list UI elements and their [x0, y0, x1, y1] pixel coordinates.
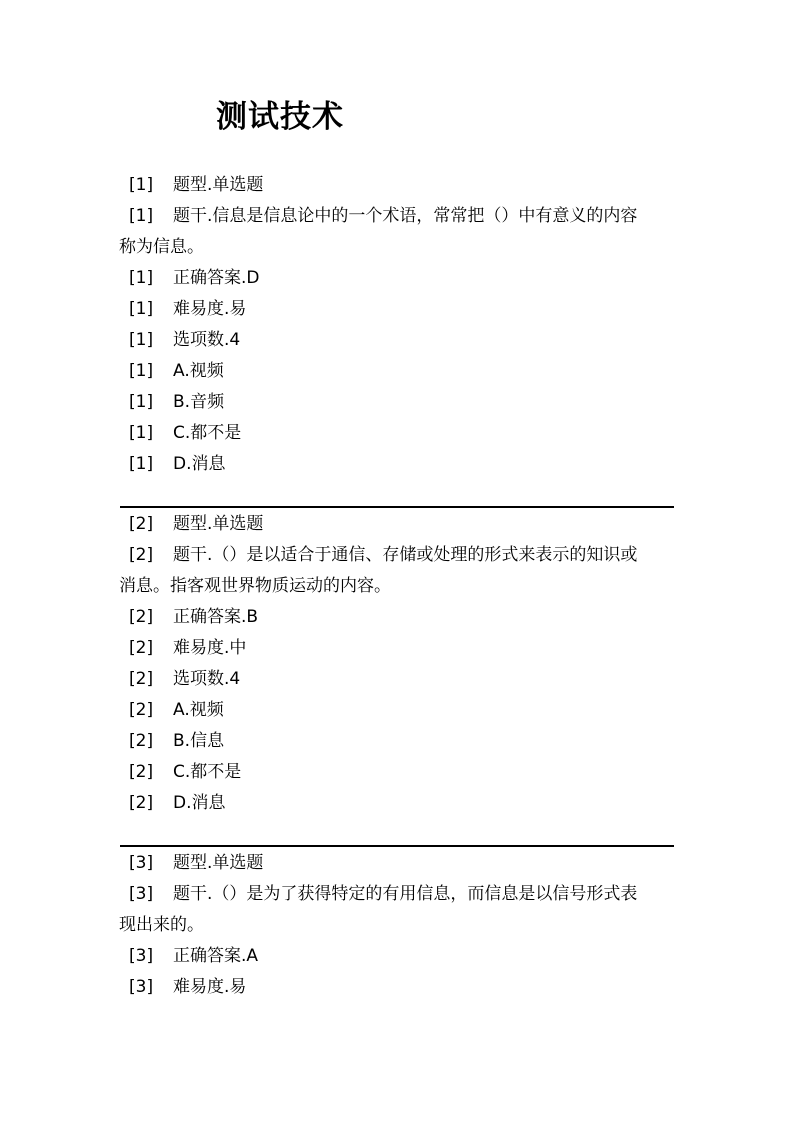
- question-stem-continuation: 消息。指客观世界物质运动的内容。: [119, 576, 391, 596]
- question-divider: [120, 506, 674, 508]
- option-c: C.都不是: [173, 423, 242, 443]
- difficulty: 难易度.中: [173, 638, 247, 658]
- question-stem: 题干.（）是为了获得特定的有用信息，而信息是以信号形式表: [173, 884, 638, 904]
- correct-answer: 正确答案.D: [173, 268, 260, 288]
- option-line: [119, 449, 679, 480]
- option-count-line: [119, 664, 679, 695]
- option-b: B.信息: [173, 731, 225, 751]
- option-line: [119, 788, 679, 819]
- question-number: [3]: [129, 977, 154, 997]
- question-stem-line: [119, 201, 679, 232]
- question-number: [1]: [129, 330, 154, 350]
- option-a: A.视频: [173, 700, 224, 720]
- option-count: 选项数.4: [173, 330, 241, 350]
- question-divider: [120, 845, 674, 847]
- difficulty-line: [119, 633, 679, 664]
- question-number: [1]: [129, 423, 154, 443]
- option-d: D.消息: [173, 793, 226, 813]
- question-number: [1]: [129, 454, 154, 474]
- question-type: 题型.单选题: [173, 175, 264, 195]
- question-number: [3]: [129, 946, 154, 966]
- question-number: [1]: [129, 299, 154, 319]
- question-number: [3]: [129, 853, 154, 873]
- question-number: [2]: [129, 700, 154, 720]
- option-line: [119, 757, 679, 788]
- answer-line: [119, 602, 679, 633]
- question-number: [2]: [129, 607, 154, 627]
- option-c: C.都不是: [173, 762, 242, 782]
- question-block-3: [119, 848, 679, 1003]
- question-type-line: [119, 509, 679, 540]
- question-type-line: [119, 170, 679, 201]
- question-number: [1]: [129, 268, 154, 288]
- question-type-line: [119, 848, 679, 879]
- question-block-2: [119, 509, 679, 819]
- difficulty-line: [119, 294, 679, 325]
- document-title: 测试技术: [216, 99, 344, 135]
- question-type: 题型.单选题: [173, 514, 264, 534]
- answer-line: [119, 263, 679, 294]
- question-block-1: [119, 170, 679, 480]
- option-d: D.消息: [173, 454, 226, 474]
- option-count: 选项数.4: [173, 669, 241, 689]
- option-b: B.音频: [173, 392, 225, 412]
- question-type: 题型.单选题: [173, 853, 264, 873]
- option-line: [119, 387, 679, 418]
- question-number: [3]: [129, 884, 154, 904]
- question-stem-line: [119, 879, 679, 910]
- option-a: A.视频: [173, 361, 224, 381]
- question-number: [1]: [129, 361, 154, 381]
- question-number: [2]: [129, 514, 154, 534]
- question-number: [1]: [129, 175, 154, 195]
- question-number: [2]: [129, 669, 154, 689]
- question-stem-continuation: 现出来的。: [119, 915, 204, 935]
- question-stem: 题干.信息是信息论中的一个术语，常常把（）中有意义的内容: [173, 206, 638, 226]
- question-stem: 题干.（）是以适合于通信、存储或处理的形式来表示的知识或: [173, 545, 638, 565]
- correct-answer: 正确答案.A: [173, 946, 259, 966]
- difficulty-line: [119, 972, 679, 1003]
- option-line: [119, 695, 679, 726]
- option-line: [119, 356, 679, 387]
- correct-answer: 正确答案.B: [173, 607, 259, 627]
- option-line: [119, 418, 679, 449]
- question-number: [2]: [129, 545, 154, 565]
- question-number: [1]: [129, 392, 154, 412]
- question-number: [2]: [129, 638, 154, 658]
- question-stem-continuation: 称为信息。: [119, 237, 204, 257]
- option-line: [119, 726, 679, 757]
- difficulty: 难易度.易: [173, 977, 247, 997]
- question-number: [2]: [129, 762, 154, 782]
- question-number: [1]: [129, 206, 154, 226]
- question-stem-line: [119, 540, 679, 571]
- question-number: [2]: [129, 793, 154, 813]
- question-number: [2]: [129, 731, 154, 751]
- answer-line: [119, 941, 679, 972]
- difficulty: 难易度.易: [173, 299, 247, 319]
- option-count-line: [119, 325, 679, 356]
